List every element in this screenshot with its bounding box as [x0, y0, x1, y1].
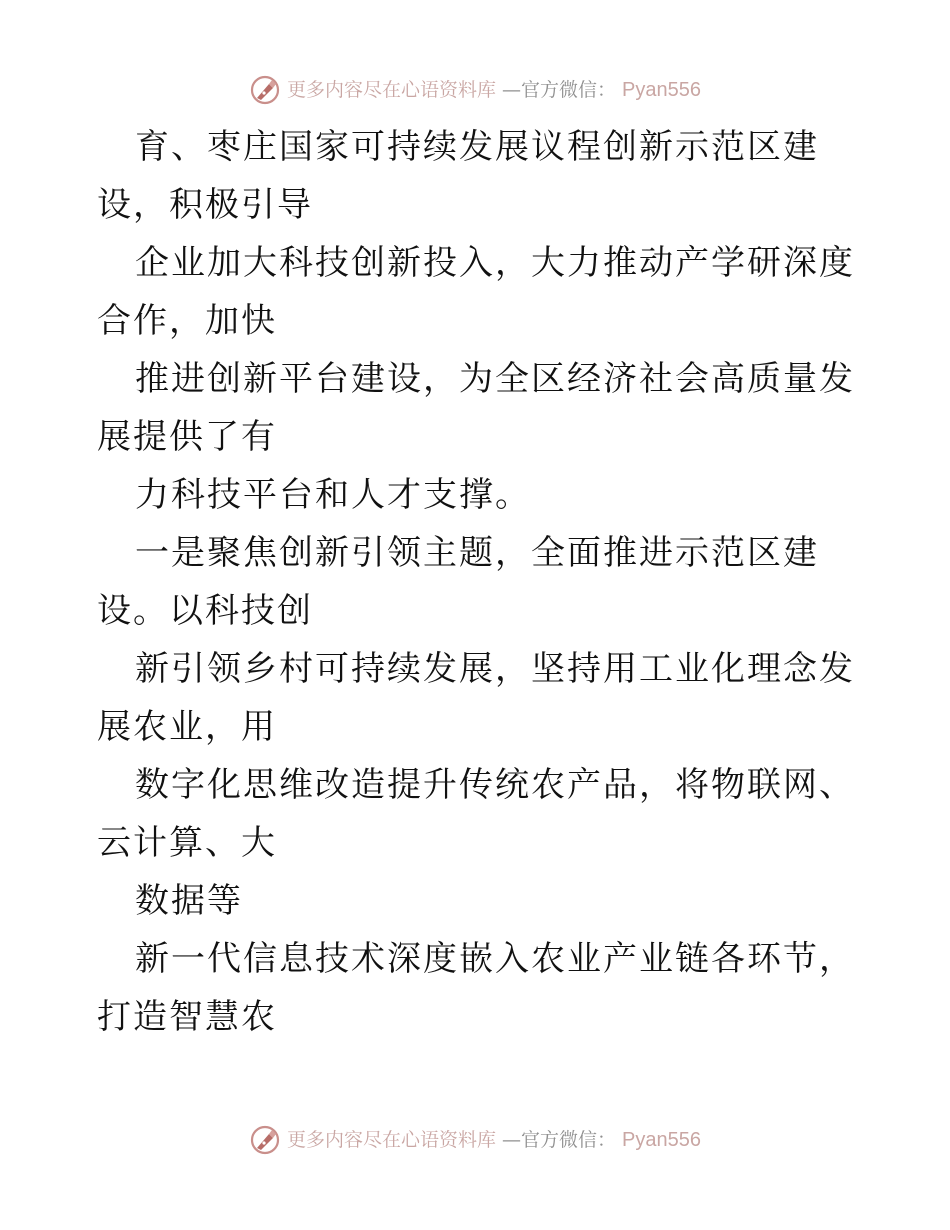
paragraph: 新一代信息技术深度嵌入农业产业链各环节，打造智慧农 — [97, 939, 855, 1037]
paragraph: 企业加大科技创新投入，大力推动产学研深度合作，加快 — [97, 243, 855, 341]
paragraph: 育、枣庄国家可持续发展议程创新示范区建设，积极引导 — [97, 127, 819, 225]
paragraph: 力科技平台和人才支撑。 — [135, 475, 531, 515]
header-watermark — [0, 72, 950, 108]
watermark-wechat-id: Pyan556 — [622, 79, 701, 101]
watermark-wechat-label: —官方微信： — [502, 79, 617, 101]
pen-nib-logo-icon — [249, 1124, 281, 1156]
watermark-text: 更多内容尽在心语资料库 — [287, 1129, 497, 1151]
paragraph: 推进创新平台建设，为全区经济社会高质量发展提供了有 — [97, 359, 855, 457]
watermark-wechat-label: —官方微信： — [502, 1129, 617, 1151]
paragraph: 新引领乡村可持续发展，坚持用工业化理念发展农业，用 — [97, 649, 855, 747]
watermark-text: 更多内容尽在心语资料库 — [287, 79, 497, 101]
pen-nib-logo-icon — [249, 74, 281, 106]
paragraph: 数字化思维改造提升传统农产品，将物联网、云计算、大 — [97, 765, 855, 863]
watermark-wechat-id: Pyan556 — [622, 1129, 701, 1151]
document-body — [97, 118, 862, 1046]
footer-watermark — [0, 1122, 950, 1158]
paragraph: 一是聚焦创新引领主题，全面推进示范区建设。以科技创 — [97, 533, 819, 631]
paragraph: 数据等 — [135, 881, 243, 921]
